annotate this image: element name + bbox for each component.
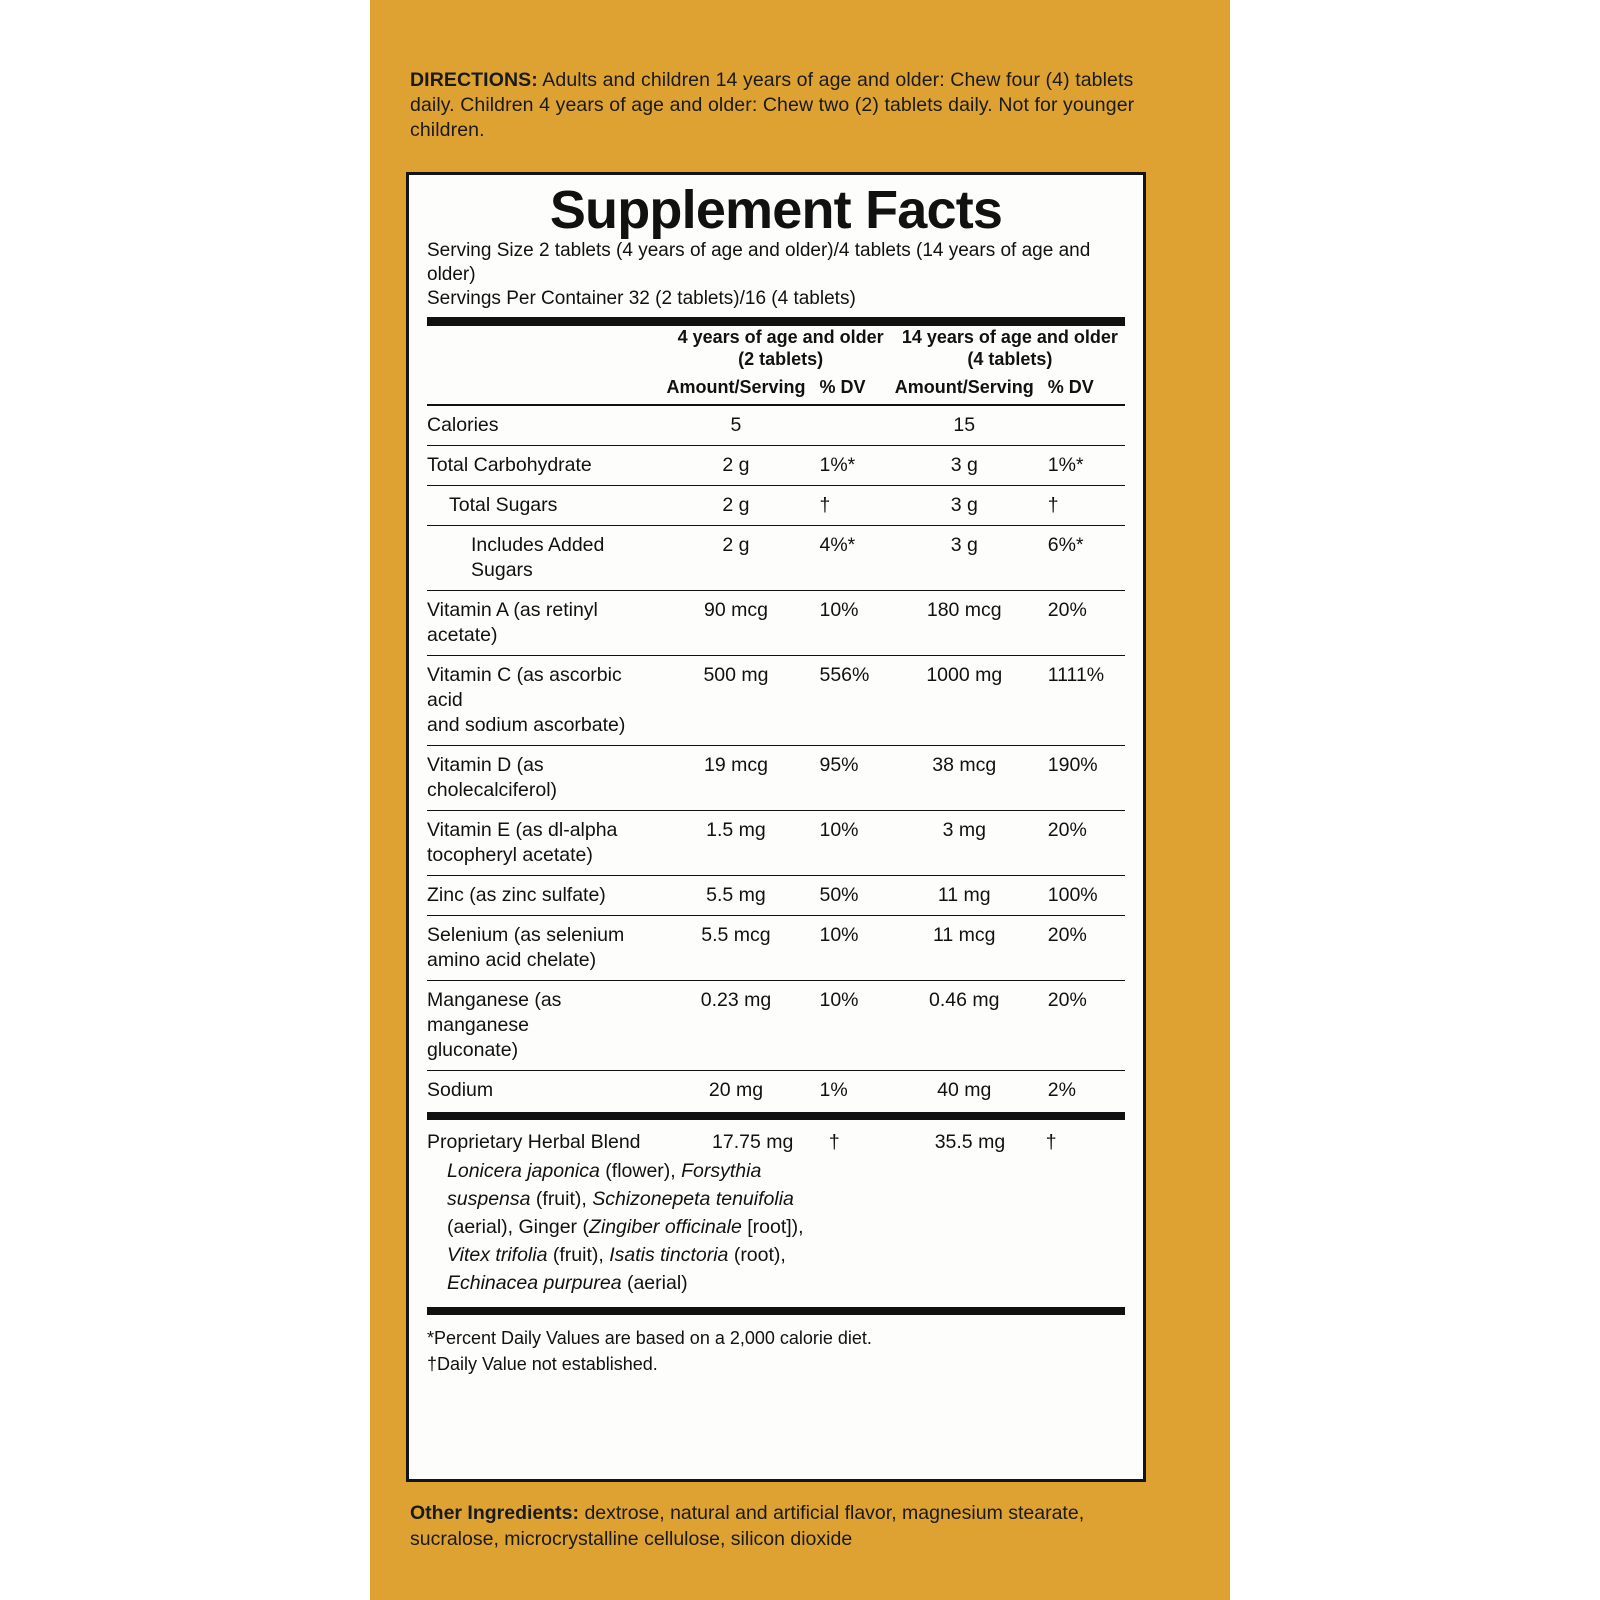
- table-row: [427, 656, 1125, 746]
- row-dv-14yr: 1111%: [1034, 656, 1125, 746]
- other-ingredients-heading: Other Ingredients:: [410, 1502, 580, 1524]
- header-dv-14yr: % DV: [1047, 377, 1094, 397]
- row-dv-4yr: 1%: [805, 1071, 894, 1111]
- table-row: [427, 526, 1125, 591]
- row-label-wrap: [427, 916, 666, 981]
- blend-amount-14yr: 35.5 mg: [934, 1131, 1006, 1153]
- row-label-wrap: [427, 486, 666, 526]
- row-label: Calories: [427, 405, 666, 446]
- row-amount-14yr: 3 mg: [895, 811, 1034, 876]
- blend-amount-4yr: 17.75 mg: [712, 1131, 794, 1153]
- table-row: [427, 1071, 1125, 1111]
- proprietary-blend-table: [427, 1120, 1125, 1155]
- row-amount-4yr: 1.5 mg: [666, 811, 805, 876]
- footnotes-block: [427, 1315, 1125, 1377]
- row-dv-14yr: 1%*: [1034, 446, 1125, 486]
- divider-heavy-top: [427, 317, 1125, 326]
- header-group-14yr-line2: (4 tablets): [967, 349, 1053, 369]
- divider-heavy-blend: [427, 1112, 1125, 1120]
- table-row: [427, 916, 1125, 981]
- row-amount-14yr: 38 mcg: [895, 746, 1034, 811]
- row-amount-4yr: 2 g: [666, 526, 805, 591]
- directions-block: [410, 68, 1170, 143]
- header-amount-14yr: Amount/Serving: [894, 377, 1034, 397]
- row-dv-4yr: 10%: [805, 811, 894, 876]
- row-dv-14yr: 190%: [1034, 746, 1125, 811]
- row-dv-4yr: †: [805, 486, 894, 526]
- row-amount-4yr: 500 mg: [666, 656, 805, 746]
- table-row: [427, 446, 1125, 486]
- header-group-14yr: [895, 326, 1125, 376]
- row-dv-14yr: 20%: [1034, 591, 1125, 656]
- row-label: Zinc (as zinc sulfate): [427, 876, 666, 916]
- header-group-4yr-line2: (2 tablets): [738, 349, 824, 369]
- row-label-wrap: [427, 981, 666, 1071]
- serving-size-line: Serving Size 2 tablets (4 years of age and older)/4 tablets (14 years of age and older): [427, 240, 1091, 285]
- row-amount-4yr: 5: [666, 405, 805, 446]
- row-label-line2: and sodium ascorbate): [427, 714, 626, 736]
- row-label: Total Sugars: [449, 494, 558, 516]
- row-amount-4yr: 90 mcg: [666, 591, 805, 656]
- row-label-line2: tocopheryl acetate): [427, 844, 593, 866]
- row-amount-4yr: 20 mg: [666, 1071, 805, 1111]
- row-amount-4yr: 5.5 mg: [666, 876, 805, 916]
- row-dv-4yr: 10%: [805, 916, 894, 981]
- row-label: Total Carbohydrate: [427, 446, 666, 486]
- header-spacer-2: [427, 376, 666, 405]
- row-dv-4yr: [805, 405, 894, 446]
- blend-dv-14yr: †: [1045, 1131, 1057, 1153]
- table-row: [427, 591, 1125, 656]
- table-row: [427, 405, 1125, 446]
- row-label: Vitamin E (as dl-alpha: [427, 819, 618, 841]
- row-dv-4yr: 4%*: [805, 526, 894, 591]
- table-row: [427, 876, 1125, 916]
- row-amount-14yr: 1000 mg: [895, 656, 1034, 746]
- nutrition-table: [427, 326, 1125, 1110]
- row-amount-4yr: 5.5 mcg: [666, 916, 805, 981]
- row-amount-4yr: 2 g: [666, 446, 805, 486]
- header-dv-4yr: % DV: [819, 377, 866, 397]
- other-ingredients-text: dextrose, natural and artificial flavor, magnesium stearate, sucralose, microcrystalline cellulose, silicon dioxide: [410, 1502, 1085, 1550]
- row-dv-14yr: †: [1034, 486, 1125, 526]
- row-amount-4yr: 0.23 mg: [666, 981, 805, 1071]
- row-dv-4yr: 10%: [805, 981, 894, 1071]
- row-dv-14yr: 20%: [1034, 981, 1125, 1071]
- table-row: [427, 746, 1125, 811]
- row-label: Includes Added Sugars: [471, 534, 605, 581]
- row-dv-4yr: 95%: [805, 746, 894, 811]
- row-label-line2: gluconate): [427, 1039, 519, 1061]
- row-label-wrap: [427, 656, 666, 746]
- row-amount-14yr: 11 mg: [895, 876, 1034, 916]
- divider-heavy-footnote: [427, 1307, 1125, 1315]
- row-dv-14yr: 2%: [1034, 1071, 1125, 1111]
- row-amount-14yr: 11 mcg: [895, 916, 1034, 981]
- row-amount-14yr: 180 mcg: [895, 591, 1034, 656]
- footnote-dagger: †Daily Value not established.: [427, 1354, 658, 1374]
- footnote-percent-dv: *Percent Daily Values are based on a 2,000 calorie diet.: [427, 1328, 872, 1348]
- row-label: Vitamin D (as cholecalciferol): [427, 746, 666, 811]
- supplement-facts-panel: [406, 172, 1146, 1482]
- blend-ingredient-list: Lonicera japonica (flower), Forsythia suspensa (fruit), Schizonepeta tenuifolia (aerial), Ginger (Zingiber officinale [root]), Vitex trifolia (fruit), Isatis tinctoria (root), Echinacea purpurea (aerial): [447, 1160, 804, 1294]
- table-row: [427, 981, 1125, 1071]
- table-row: [427, 486, 1125, 526]
- row-label: Vitamin A (as retinyl acetate): [427, 591, 666, 656]
- row-label: Sodium: [427, 1071, 666, 1111]
- header-group-14yr-line1: 14 years of age and older: [901, 327, 1118, 347]
- row-label: Vitamin C (as ascorbic acid: [427, 664, 622, 711]
- row-label-line2: amino acid chelate): [427, 949, 597, 971]
- row-amount-14yr: 3 g: [895, 446, 1034, 486]
- header-amount-4yr: Amount/Serving: [666, 377, 806, 397]
- table-header-sub-row: [427, 376, 1125, 405]
- row-dv-14yr: 20%: [1034, 916, 1125, 981]
- row-dv-4yr: 1%*: [805, 446, 894, 486]
- row-dv-14yr: 6%*: [1034, 526, 1125, 591]
- directions-text: Adults and children 14 years of age and older: Chew four (4) tablets daily. Children 4 years of age and older: Chew two (2) tablets daily. Not for younger children.: [410, 69, 1135, 141]
- supplement-facts-title: Supplement Facts: [549, 180, 1003, 240]
- row-dv-4yr: 50%: [805, 876, 894, 916]
- header-group-4yr: [666, 326, 894, 376]
- row-label: Manganese (as manganese: [427, 989, 562, 1036]
- row-amount-4yr: 2 g: [666, 486, 805, 526]
- row-amount-14yr: 3 g: [895, 526, 1034, 591]
- row-dv-14yr: 20%: [1034, 811, 1125, 876]
- row-label: Selenium (as selenium: [427, 924, 625, 946]
- row-amount-14yr: 0.46 mg: [895, 981, 1034, 1071]
- servings-per-container-line: Servings Per Container 32 (2 tablets)/16 (4 tablets): [427, 288, 856, 309]
- row-dv-14yr: [1034, 405, 1125, 446]
- row-amount-14yr: 3 g: [895, 486, 1034, 526]
- row-amount-14yr: 40 mg: [895, 1071, 1034, 1111]
- table-header-group-row: [427, 326, 1125, 376]
- header-spacer: [427, 326, 666, 376]
- table-row: [427, 1120, 1125, 1155]
- row-label-wrap: [427, 526, 666, 591]
- row-dv-4yr: 10%: [805, 591, 894, 656]
- row-amount-14yr: 15: [895, 405, 1034, 446]
- header-group-4yr-line1: 4 years of age and older: [677, 327, 884, 347]
- row-dv-14yr: 100%: [1034, 876, 1125, 916]
- row-amount-4yr: 19 mcg: [666, 746, 805, 811]
- blend-dv-4yr: †: [828, 1131, 840, 1153]
- table-row: [427, 811, 1125, 876]
- row-dv-4yr: 556%: [805, 656, 894, 746]
- row-label-wrap: [427, 811, 666, 876]
- directions-heading: DIRECTIONS:: [410, 69, 538, 91]
- blend-label: Proprietary Herbal Blend: [427, 1131, 641, 1153]
- other-ingredients-block: [410, 1500, 1170, 1552]
